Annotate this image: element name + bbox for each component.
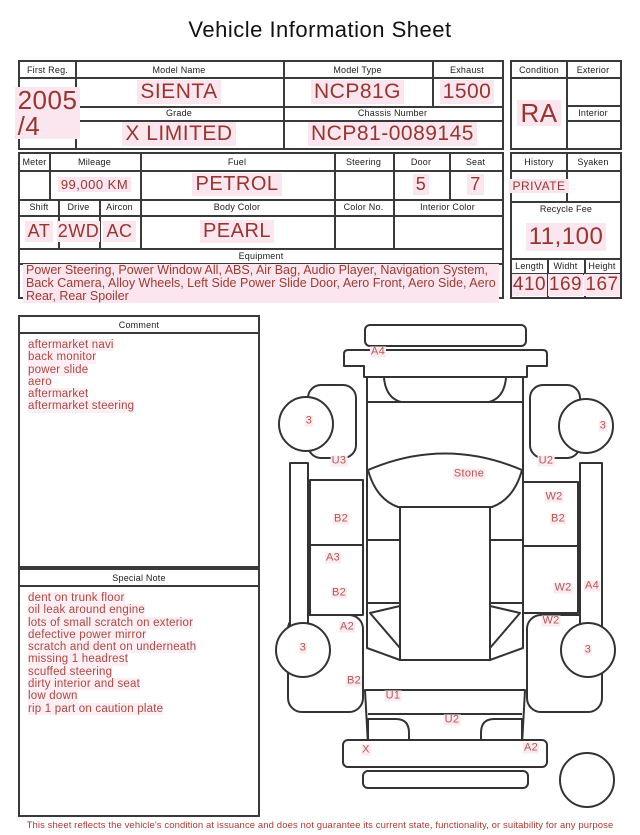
syaken-value bbox=[566, 170, 620, 201]
fuel-value: PETROL bbox=[140, 170, 334, 199]
history-value: PRIVATE bbox=[512, 170, 566, 201]
note-line: dirty interior and seat bbox=[28, 678, 140, 691]
mileage-label: Mileage bbox=[78, 157, 111, 167]
interior-color-value bbox=[393, 215, 502, 248]
exhaust-value: 1500 bbox=[432, 77, 502, 106]
diagram-label-b2: B2 bbox=[346, 674, 362, 687]
syaken-label: Syaken bbox=[577, 157, 609, 167]
diagram-label-a3: A3 bbox=[325, 551, 341, 564]
drive-value: 2WD bbox=[57, 221, 100, 241]
condition-value: RA bbox=[512, 77, 566, 148]
comment-box bbox=[18, 315, 260, 568]
comment-label: Comment bbox=[118, 319, 160, 330]
rear-lower-strip bbox=[363, 771, 528, 788]
note-line: scuffed steering bbox=[28, 665, 113, 678]
door-value: 5 bbox=[393, 170, 449, 199]
steering-label: Steering bbox=[345, 157, 382, 167]
recycle-fee-value: 11,100 bbox=[512, 216, 620, 258]
diagram-label-a2: A2 bbox=[523, 741, 539, 754]
chassis-number-label: Chassis Number bbox=[357, 108, 428, 118]
note-line: oil leak around engine bbox=[28, 604, 145, 617]
diagram-label-stone: Stone bbox=[453, 467, 485, 480]
exhaust-label: Exhaust bbox=[450, 64, 484, 75]
recycle-fee-label: Recycle Fee bbox=[539, 203, 593, 214]
comment-lines bbox=[20, 334, 258, 564]
meter-value bbox=[20, 170, 49, 199]
aircon-value: AC bbox=[99, 215, 140, 248]
car-diagram-svg bbox=[272, 315, 635, 815]
length-label: Length bbox=[515, 260, 544, 271]
diagram-label-a4: A4 bbox=[584, 579, 600, 592]
note-line: missing 1 headrest bbox=[28, 653, 129, 666]
length-value: 410 bbox=[512, 274, 547, 295]
note-line: rip 1 part on caution plate bbox=[28, 702, 164, 715]
note-line: low down bbox=[28, 690, 78, 703]
model-name-label: Model Name bbox=[152, 64, 206, 75]
interior-label: Interior bbox=[578, 107, 608, 118]
diagram-label-w2: W2 bbox=[542, 614, 560, 627]
model-type-label: Model Type bbox=[333, 64, 382, 75]
seat-value: 7 bbox=[449, 170, 502, 199]
windshield bbox=[368, 454, 522, 508]
diagram-label-3: 3 bbox=[599, 419, 607, 432]
right-sill bbox=[580, 463, 602, 628]
body-color-value: PEARL bbox=[140, 215, 334, 248]
equipment-value: Power Steering, Power Window All, ABS, Air Bag, Audio Player, Navigation System, Back Camera, Alloy Wheels, Left Side Power Slide Door, Aero Front, Aero Side, Aero Rear, Rear Spoiler bbox=[20, 263, 502, 301]
body-color-label: Body Color bbox=[213, 202, 261, 212]
note-line: aero bbox=[28, 375, 52, 388]
first-reg-value: 2005 /4 bbox=[20, 77, 75, 148]
special-note-label: Special Note bbox=[112, 572, 166, 583]
drive-label: Drive bbox=[67, 202, 90, 212]
front-strip bbox=[365, 325, 526, 346]
condition-table bbox=[510, 60, 622, 150]
diagram-label-w2: W2 bbox=[554, 581, 572, 594]
chassis-number-value: NCP81-0089145 bbox=[283, 120, 502, 148]
diagram-label-u2: U2 bbox=[538, 454, 554, 467]
diagram-label-a4: A4 bbox=[370, 345, 386, 358]
model-table bbox=[18, 60, 504, 150]
diagram-label-u1: U1 bbox=[385, 689, 401, 702]
exterior-label: Exterior bbox=[576, 64, 610, 75]
note-line: lots of small scratch on exterior bbox=[28, 616, 194, 629]
note-line: scratch and dent on underneath bbox=[28, 641, 197, 654]
special-note-lines bbox=[20, 587, 258, 813]
note-line: defective power mirror bbox=[28, 628, 147, 641]
note-line: aftermarket steering bbox=[28, 400, 135, 413]
car-damage-diagram bbox=[272, 315, 635, 815]
grade-value: X LIMITED bbox=[75, 120, 283, 148]
diagram-label-3: 3 bbox=[584, 643, 592, 656]
page-title: Vehicle Information Sheet bbox=[188, 17, 452, 42]
note-line: aftermarket navi bbox=[28, 339, 114, 351]
equipment-label: Equipment bbox=[238, 250, 284, 261]
door-label: Door bbox=[410, 157, 432, 167]
diagram-label-b2: B2 bbox=[331, 586, 347, 599]
color-no-value bbox=[334, 215, 393, 248]
diagram-label-u2: U2 bbox=[444, 713, 460, 726]
steering-value bbox=[334, 170, 393, 199]
width-label: Widht bbox=[553, 260, 578, 271]
mileage-value: 99,000 KM bbox=[49, 170, 140, 199]
diagram-label-3: 3 bbox=[305, 414, 313, 427]
note-line: power slide bbox=[28, 363, 89, 376]
history-label: History bbox=[524, 157, 554, 167]
height-value: 167 bbox=[585, 274, 619, 295]
first-reg-label: First Reg. bbox=[26, 64, 68, 75]
note-line: dent on trunk floor bbox=[28, 592, 125, 604]
grade-label: Grade bbox=[165, 108, 192, 118]
footer-disclaimer: This sheet reflects the vehicle's condition at issuance and does not guarantee its current state, functionality, or suitability for any purpose bbox=[26, 819, 614, 831]
width-value: 169 bbox=[548, 274, 583, 295]
model-name-value: SIENTA bbox=[75, 77, 283, 106]
diagram-label-w2: W2 bbox=[545, 490, 563, 503]
model-type-value: NCP81G bbox=[283, 77, 432, 106]
shift-label: Shift bbox=[29, 202, 49, 212]
fuel-label: Fuel bbox=[227, 157, 247, 167]
condition-label: Condition bbox=[519, 64, 559, 75]
shift-value: AT bbox=[20, 215, 58, 248]
seat-label: Seat bbox=[465, 157, 486, 167]
note-line: back monitor bbox=[28, 351, 97, 364]
diagram-label-x: X bbox=[362, 743, 370, 756]
rear-bumper bbox=[343, 740, 547, 767]
diagram-label-b2: B2 bbox=[550, 512, 566, 525]
diagram-label-3: 3 bbox=[299, 641, 307, 654]
diagram-label-u3: U3 bbox=[331, 454, 347, 467]
diagram-label-b2: B2 bbox=[333, 512, 349, 525]
interior-value bbox=[566, 120, 620, 148]
special-note-box bbox=[18, 568, 260, 817]
meter-label: Meter bbox=[22, 157, 47, 167]
diagram-label-a2: A2 bbox=[339, 620, 355, 633]
color-no-label: Color No. bbox=[343, 202, 384, 212]
interior-color-label: Interior Color bbox=[420, 202, 475, 212]
left-sill bbox=[290, 463, 308, 626]
note-line: aftermarket bbox=[28, 388, 89, 401]
aircon-label: Aircon bbox=[106, 202, 133, 212]
height-label: Height bbox=[588, 260, 616, 271]
exterior-value bbox=[566, 77, 620, 105]
spec-table bbox=[18, 152, 504, 303]
history-table bbox=[510, 152, 622, 299]
spare-tire bbox=[560, 753, 614, 807]
